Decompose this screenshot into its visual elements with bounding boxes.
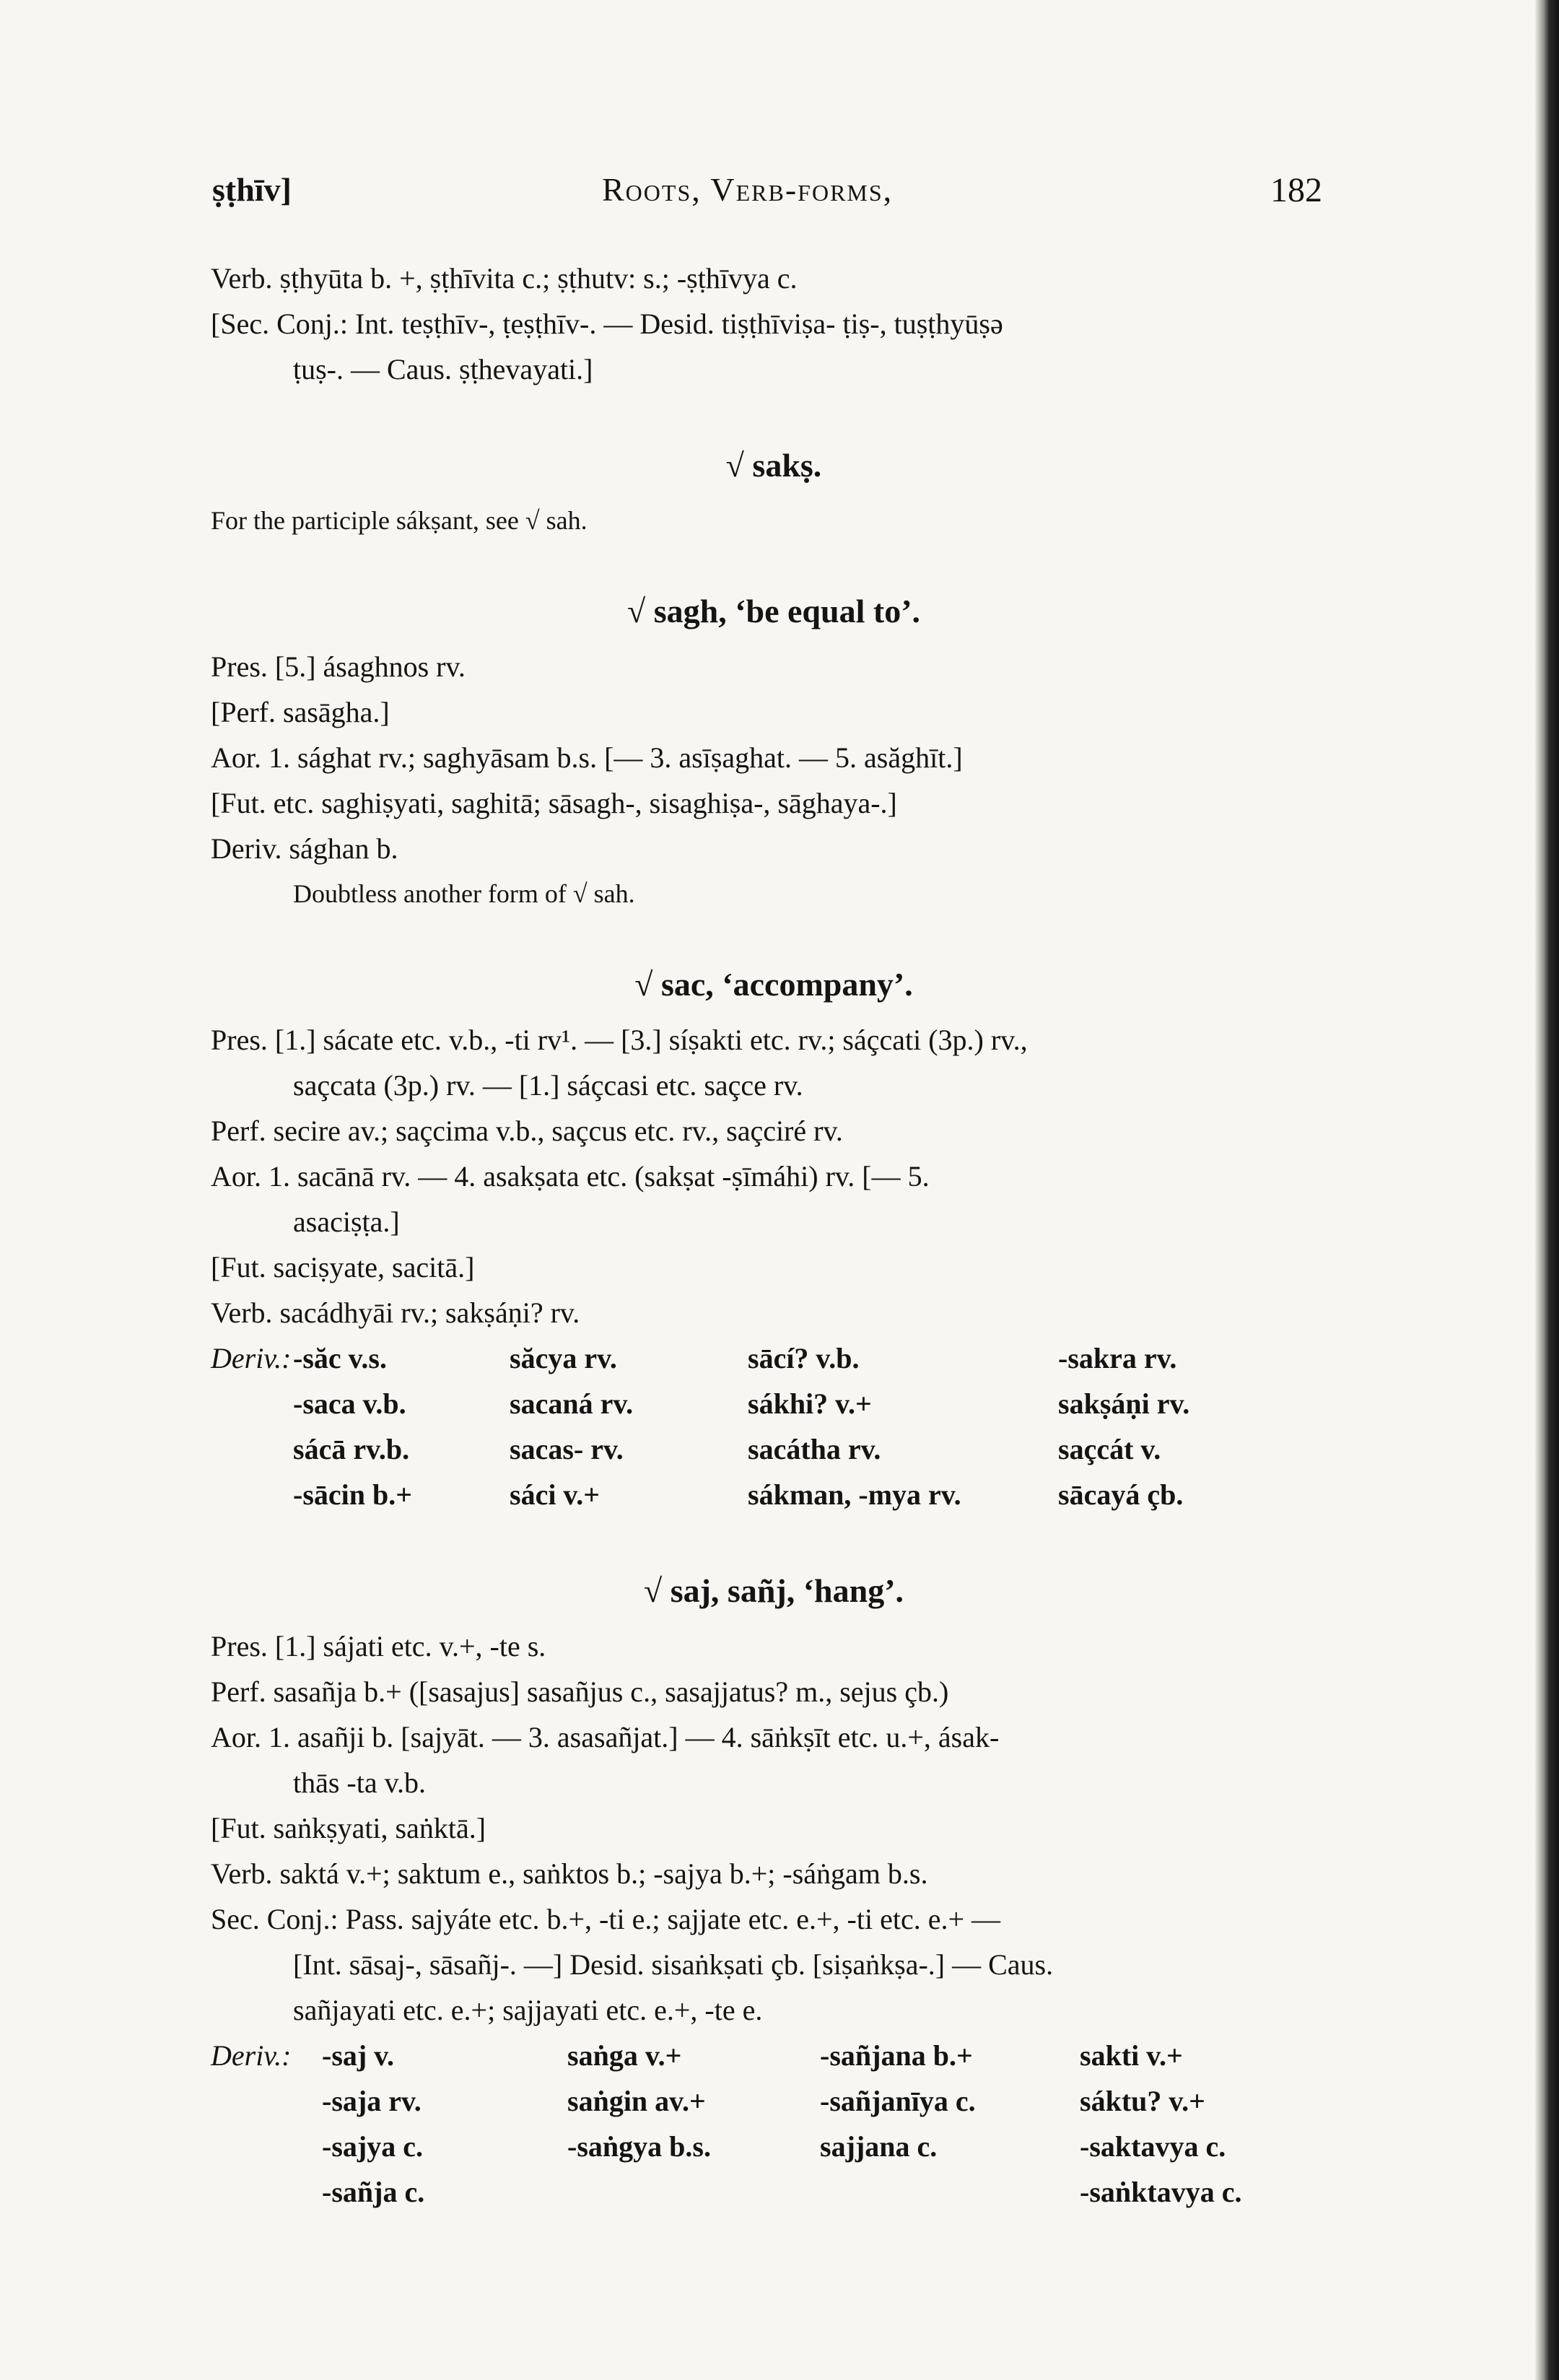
running-header bbox=[212, 170, 1322, 214]
entry-saj bbox=[211, 1568, 1337, 2215]
entry-line: [Perf. sasāgha.] bbox=[211, 696, 390, 728]
header-left: ṣṭhīv] bbox=[212, 171, 292, 208]
deriv-label: Deriv.: bbox=[211, 1342, 292, 1374]
deriv-cell: -sakra rv. bbox=[1058, 1342, 1177, 1374]
entry-line: [Fut. etc. saghiṣyati, saghitā; sāsagh-, sisaghiṣa-, sāghaya-.] bbox=[211, 787, 897, 819]
entry-saks bbox=[211, 443, 1337, 544]
deriv-cell: sáktu? v.+ bbox=[1080, 2085, 1205, 2117]
entry-line: asaciṣṭa.] bbox=[293, 1206, 400, 1238]
deriv-cell: -saja rv. bbox=[322, 2085, 422, 2117]
entry-line: [Int. sāsaj-, sāsañj-. —] Desid. sisaṅkṣati çb. [siṣaṅkṣa-.] — Caus. bbox=[293, 1948, 1054, 1981]
deriv-cell: săcya rv. bbox=[510, 1342, 617, 1374]
deriv-cell: sákman, -mya rv. bbox=[748, 1478, 961, 1511]
page-body bbox=[211, 256, 1337, 2215]
deriv-cell: -sañjanīya c. bbox=[820, 2085, 976, 2117]
deriv-cell: saṅgin av.+ bbox=[567, 2085, 706, 2117]
deriv-cell: -sācin b.+ bbox=[293, 1478, 413, 1511]
deriv-label: Deriv.: bbox=[211, 2039, 292, 2072]
root-heading: √ sac, ‘accompany’. bbox=[634, 966, 913, 1003]
header-title: Roots, Verb-forms, bbox=[602, 171, 894, 208]
page-edge-shadow bbox=[1534, 0, 1559, 2380]
deriv-cell: -săc v.s. bbox=[293, 1342, 387, 1374]
deriv-cell: sācí? v.b. bbox=[748, 1342, 860, 1374]
deriv-cell: saçcát v. bbox=[1058, 1433, 1161, 1465]
entry-line: [Sec. Conj.: Int. teṣṭhīv-, ṭeṣṭhīv-. — Desid. tiṣṭhīviṣa- ṭiṣ-, tuṣṭhyūṣə bbox=[211, 308, 1003, 340]
deriv-cell: sacátha rv. bbox=[748, 1433, 881, 1465]
page-number: 182 bbox=[1270, 171, 1322, 209]
entry-line: saçcata (3p.) rv. — [1.] sáçcasi etc. saçce rv. bbox=[293, 1069, 803, 1102]
entry-line: Pres. [1.] sácate etc. v.b., -ti rv¹. — [3.] síṣakti etc. rv.; sáçcati (3p.) rv., bbox=[211, 1024, 1028, 1056]
deriv-cell: sákhi? v.+ bbox=[748, 1387, 872, 1420]
deriv-cell: sacaná rv. bbox=[510, 1387, 634, 1420]
entry-line: sañjayati etc. e.+; sajjayati etc. e.+, -te e. bbox=[293, 1994, 763, 2026]
root-heading: √ saj, sañj, ‘hang’. bbox=[643, 1572, 904, 1609]
deriv-cell: sajjana c. bbox=[820, 2130, 938, 2163]
entry-line: Pres. [5.] ásaghnos rv. bbox=[211, 650, 466, 683]
deriv-cell: saṅga v.+ bbox=[567, 2039, 682, 2072]
entry-line: Aor. 1. asañji b. [sajyāt. — 3. asasañjat.] — 4. sāṅkṣīt etc. u.+, ásak- bbox=[211, 1721, 1000, 1753]
entry-line: Perf. sasañja b.+ ([sasajus] sasañjus c., sasajjatus? m., sejus çb.) bbox=[211, 1675, 949, 1708]
entry-sagh bbox=[211, 588, 1337, 917]
entry-line: Aor. 1. sághat rv.; saghyāsam b.s. [— 3. asīṣaghat. — 5. asăghīt.] bbox=[211, 741, 963, 774]
entry-line: [Fut. saciṣyate, sacitā.] bbox=[211, 1251, 475, 1283]
deriv-cell bbox=[820, 2169, 1080, 2215]
entry-line: Perf. secire av.; saçcima v.b., saçcus etc. rv., saçciré rv. bbox=[211, 1115, 843, 1147]
entry-sthiv bbox=[211, 256, 1337, 392]
deriv-cell: sakti v.+ bbox=[1080, 2039, 1183, 2072]
entry-line: Aor. 1. sacānā rv. — 4. asakṣata etc. (sakṣat -ṣīmáhi) rv. [— 5. bbox=[211, 1160, 930, 1193]
deriv-cell: -sañjana b.+ bbox=[820, 2039, 973, 2072]
deriv-cell: -sajya c. bbox=[322, 2130, 423, 2163]
deriv-cell: -saṅgya b.s. bbox=[567, 2130, 711, 2163]
deriv-cell: sáci v.+ bbox=[510, 1478, 601, 1511]
entry-sac bbox=[211, 962, 1337, 1517]
root-heading: √ sakṣ. bbox=[725, 447, 822, 484]
derivatives-table bbox=[211, 2033, 1337, 2215]
entry-line: Verb. ṣṭhyūta b. +, ṣṭhīvita c.; ṣṭhutv: s.; -ṣṭhīvya c. bbox=[211, 262, 798, 295]
entry-line: ṭuṣ-. — Caus. ṣṭhevayati.] bbox=[293, 353, 593, 385]
root-heading: √ sagh, ‘be equal to’. bbox=[626, 593, 921, 629]
deriv-cell bbox=[567, 2169, 820, 2215]
entry-line: Pres. [1.] sájati etc. v.+, -te s. bbox=[211, 1630, 546, 1662]
entry-line: [Fut. saṅkṣyati, saṅktā.] bbox=[211, 1812, 486, 1844]
entry-line: Deriv. sághan b. bbox=[211, 832, 398, 865]
deriv-cell: sácā rv.b. bbox=[293, 1433, 410, 1465]
deriv-cell: sacas- rv. bbox=[510, 1433, 624, 1465]
deriv-cell: sācayá çb. bbox=[1058, 1478, 1184, 1511]
deriv-cell: -saca v.b. bbox=[293, 1387, 406, 1420]
deriv-cell: -saj v. bbox=[322, 2039, 394, 2072]
entry-note: For the participle sákṣant, see √ sah. bbox=[211, 506, 588, 535]
deriv-cell: -saktavya c. bbox=[1080, 2130, 1226, 2163]
derivatives-table bbox=[211, 1335, 1337, 1517]
entry-line: Verb. saktá v.+; saktum e., saṅktos b.; -sajya b.+; -sáṅgam b.s. bbox=[211, 1857, 928, 1890]
deriv-cell: sakṣáṇi rv. bbox=[1058, 1387, 1190, 1420]
entry-line: Sec. Conj.: Pass. sajyáte etc. b.+, -ti e.; sajjate etc. e.+, -ti etc. e.+ — bbox=[211, 1903, 1001, 1935]
entry-line: thās -ta v.b. bbox=[293, 1766, 427, 1799]
entry-line: Verb. sacádhyāi rv.; sakṣáṇi? rv. bbox=[211, 1296, 580, 1329]
deriv-cell: -saṅktavya c. bbox=[1080, 2176, 1242, 2208]
entry-note: Doubtless another form of √ sah. bbox=[293, 879, 635, 908]
deriv-cell: -sañja c. bbox=[322, 2176, 425, 2208]
